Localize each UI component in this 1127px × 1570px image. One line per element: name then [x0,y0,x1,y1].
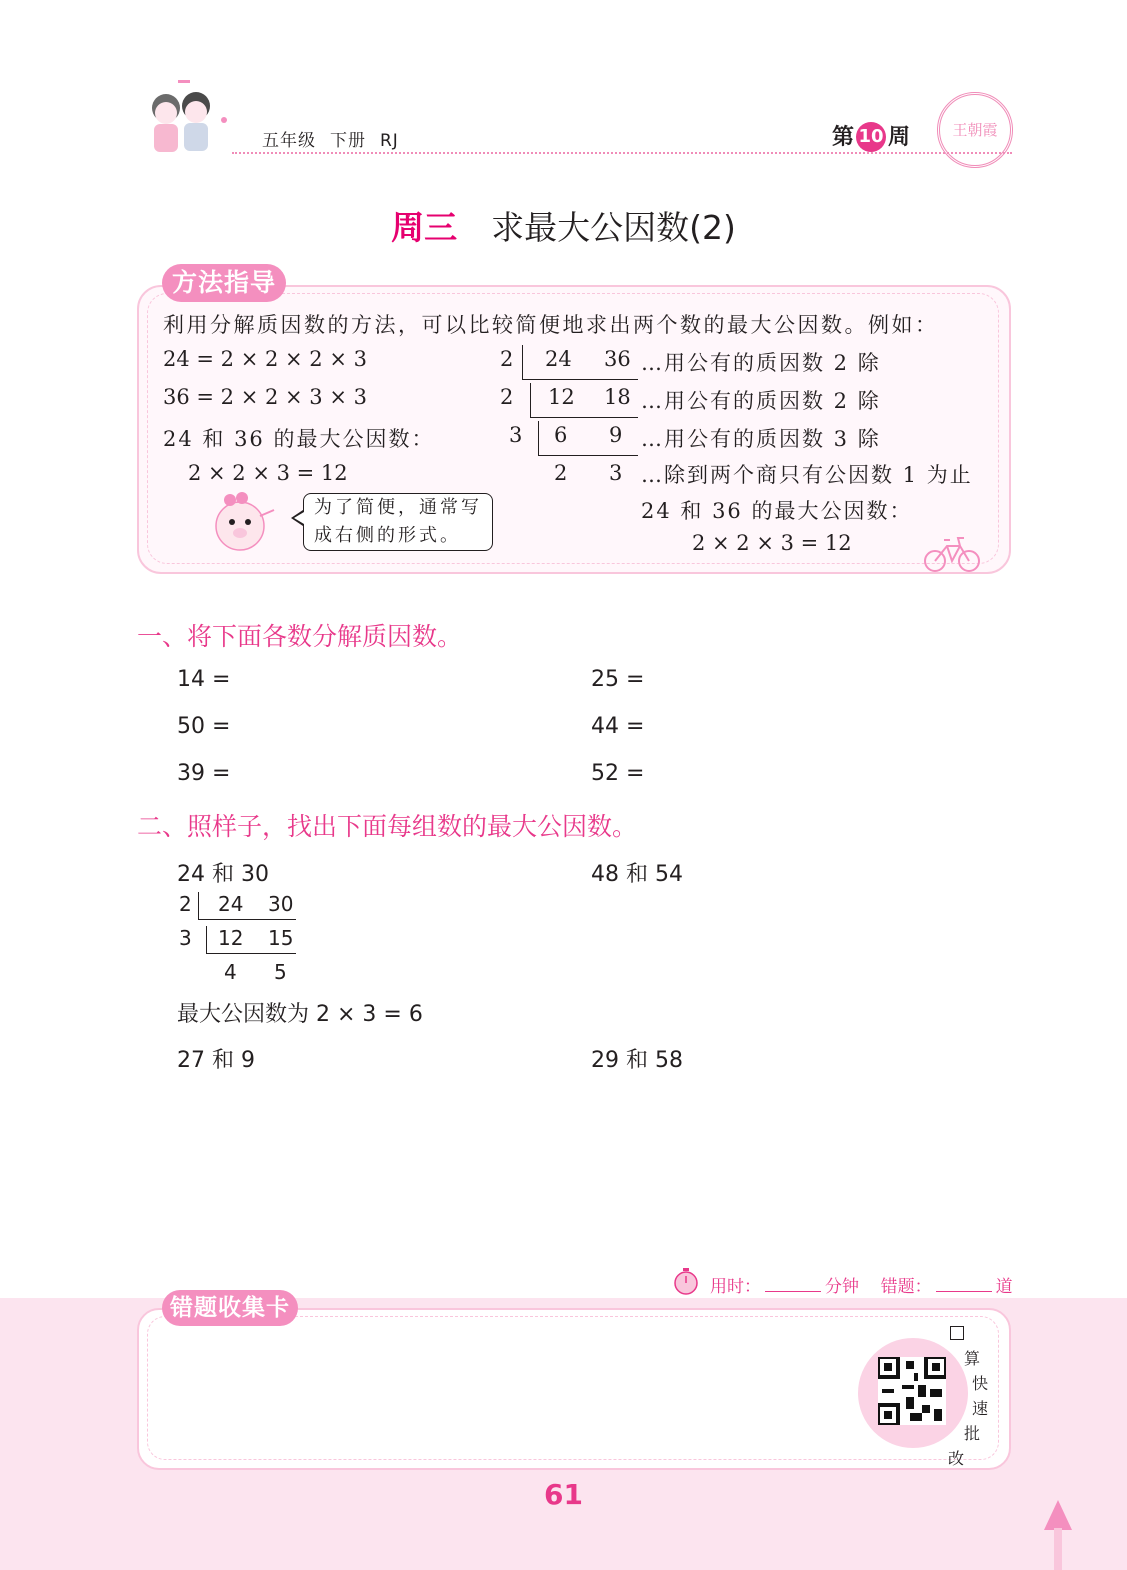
gcf-pair: 29 和 58 [591,1048,683,1073]
result-label: 24 和 36 的最大公因数： [641,499,913,523]
example-quotient: 12 [218,926,244,950]
division-bracket [198,892,199,919]
arrow-up-icon [1040,1500,1076,1570]
factor-item: 39 = [177,761,231,786]
pig-mascot-icon [200,488,280,558]
errors-blank[interactable] [936,1291,992,1292]
dividend: 24 [545,347,572,371]
factorization-24: 24 = 2 × 2 × 2 × 3 [163,347,367,371]
qr-char: 速 [972,1399,989,1418]
factor-item: 52 = [591,761,645,786]
result-calculation: 2 × 2 × 3 = 12 [692,531,852,555]
quotient: 9 [609,423,623,447]
gcf-label: 24 和 36 的最大公因数： [163,427,435,451]
page-number: 61 [544,1478,583,1511]
edition: RJ [380,131,399,151]
example-quotient: 4 [224,960,237,984]
qr-code-icon[interactable] [878,1357,946,1425]
quotient: 12 [548,385,575,409]
division-bracket [522,345,523,379]
division-note: …用公有的质因数 2 除 [641,351,881,375]
section2-heading: 二、照样子，找出下面每组数的最大公因数。 [137,812,638,841]
bubble-line: 成右侧的形式。 [314,525,461,546]
bubble-line: 为了简便，通常写 [314,497,482,518]
divisor: 2 [500,347,514,371]
example-quotient: 15 [268,926,294,950]
section1-heading: 一、将下面各数分解质因数。 [137,622,463,651]
division-bracket [206,926,207,953]
division-bracket [538,421,539,455]
time-blank[interactable] [765,1291,821,1292]
bicycle-icon [922,534,982,574]
errors-label: 错题： [880,1277,932,1297]
factor-item: 14 = [177,667,231,692]
division-line [198,919,296,920]
division-bracket [530,383,531,417]
division-note: …除到两个商只有公因数 1 为止 [641,463,973,487]
quotient: 3 [609,461,623,485]
divisor: 3 [509,423,523,447]
division-line [530,417,638,418]
grade: 五年级 [262,131,316,151]
time-unit: 分钟 [825,1277,859,1297]
errors-unit: 道 [995,1277,1013,1297]
example-dividend: 24 [218,892,244,916]
example-dividend: 30 [268,892,294,916]
divisor: 2 [500,385,514,409]
timer-row [710,1272,1013,1297]
week-label [832,120,910,152]
stopwatch-icon [672,1266,700,1296]
checkbox-icon [950,1326,964,1340]
speech-bubble-tail-fill [294,512,304,524]
division-line [206,953,296,954]
example-pair: 24 和 30 [177,862,269,887]
week-suffix: 周 [888,125,911,150]
day-label: 周三 [391,208,458,247]
example-divisor: 3 [179,926,192,950]
gcf-pair: 48 和 54 [591,862,683,887]
quotient: 6 [554,423,568,447]
volume: 下册 [330,131,366,151]
division-line [522,379,638,380]
division-note: …用公有的质因数 3 除 [641,427,881,451]
page-title [0,202,1127,249]
method-guide-tab: 方法指导 [162,264,286,302]
kids-illustration [138,78,234,158]
example-divisor: 2 [179,892,192,916]
factor-item: 50 = [177,714,231,739]
factorization-36: 36 = 2 × 2 × 3 × 3 [163,385,367,409]
factor-item: 44 = [591,714,645,739]
speech-bubble [303,493,493,551]
method-intro: 利用分解质因数的方法，可以比较简便地求出两个数的最大公因数。例如： [163,313,939,337]
time-label: 用时： [710,1277,761,1297]
grade-label [262,126,413,151]
gcf-pair: 27 和 9 [177,1048,255,1073]
division-line [538,455,638,456]
week-number-badge: 10 [856,122,886,152]
qr-char: 算 [964,1349,981,1368]
qr-char: 批 [964,1424,981,1443]
quotient: 18 [604,385,631,409]
week-prefix: 第 [832,125,855,150]
example-answer: 最大公因数为 2 × 3 = 6 [177,1002,423,1027]
qr-char: 快 [972,1374,989,1393]
error-card-tab: 错题收集卡 [162,1290,298,1326]
author-seal-logo: 王朝霞 [937,92,1013,168]
qr-char: 改 [948,1449,965,1468]
example-quotient: 5 [274,960,287,984]
gcf-calculation: 2 × 2 × 3 = 12 [188,461,348,485]
factor-item: 25 = [591,667,645,692]
quotient: 2 [554,461,568,485]
division-note: …用公有的质因数 2 除 [641,389,881,413]
quick-grading-label [948,1326,988,1471]
topic-label: 求最大公因数(2) [491,208,736,247]
header-divider [232,152,1012,154]
dividend: 36 [604,347,631,371]
